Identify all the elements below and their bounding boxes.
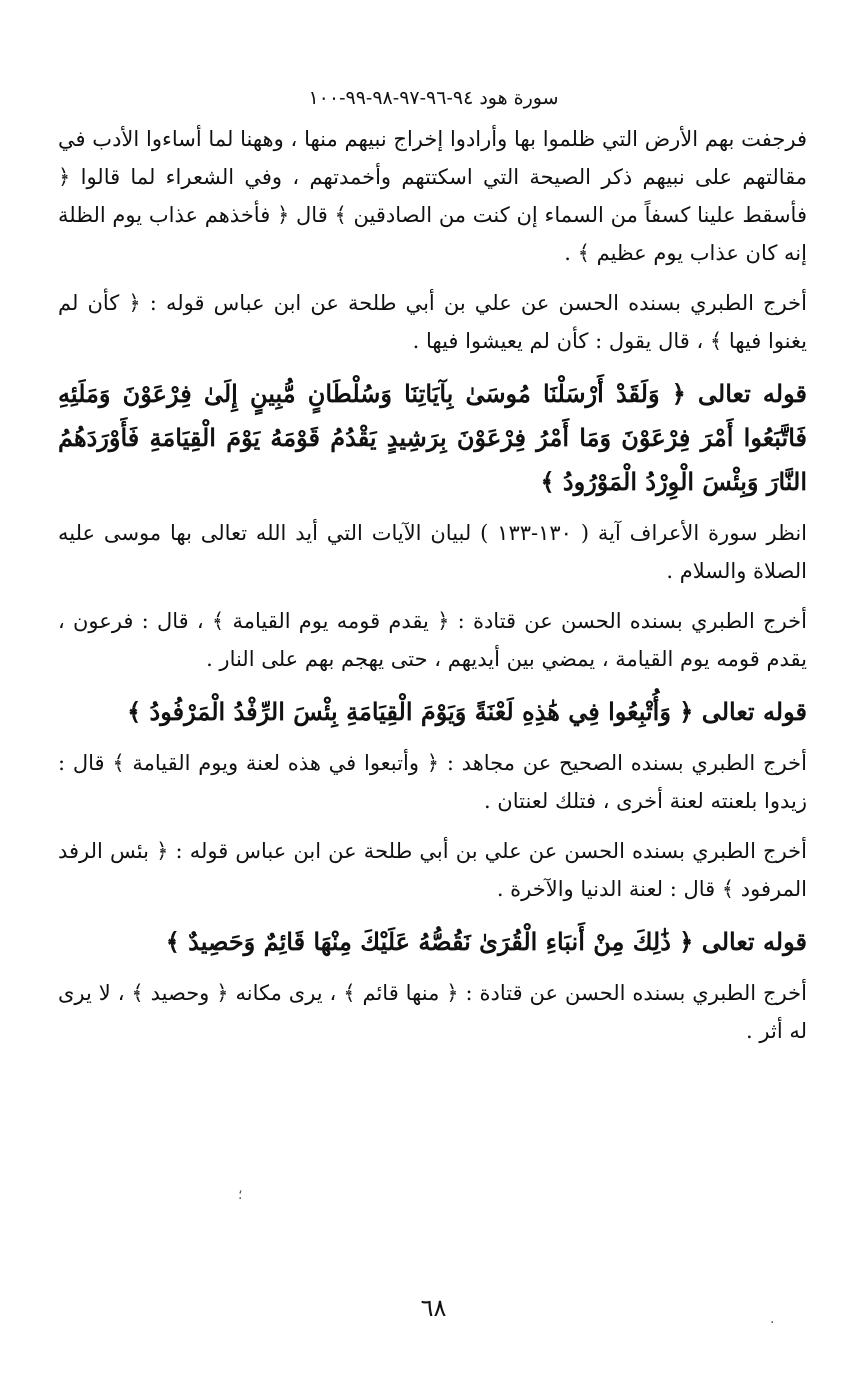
scan-speck: ؛ [238, 1187, 243, 1203]
running-header: سورة هود ٩٤-٩٦-٩٧-٩٨-٩٩-١٠٠ [308, 87, 559, 109]
paragraph-reference: انظر سورة الأعراف آية ( ١٣٠-١٣٣ ) لبيان الآيات التي أيد الله تعالى بها موسى عليه الصلاة والسلام . [58, 521, 807, 583]
page-number: ٦٨ [420, 1294, 447, 1322]
paragraph-commentary: فرجفت بهم الأرض التي ظلموا بها وأرادوا إخراج نبيهم منها ، وههنا لما أساءوا الأدب في مقالتهم على نبيهم ذكر الصيحة التي اسكتتهم وأخمدتهم ، وفي الشعراء لما قالوا ﴿ فأسقط علينا كسفاً من السماء إن كنت من الصادقين ﴾ قال ﴿ فأخذهم عذاب يوم الظلة إنه كان عذاب يوم عظيم ﴾ . [58, 127, 807, 265]
paragraph-hadith: أخرج الطبري بسنده الحسن عن قتادة : ﴿ منها قائم ﴾ ، يرى مكانه ﴿ وحصيد ﴾ ، لا يرى له أثر . [58, 981, 807, 1043]
quran-verse-heading: قوله تعالى ﴿ وَأُتْبِعُوا فِي هَٰذِهِ لَعْنَةً وَيَوْمَ الْقِيَامَةِ بِئْسَ الرِّفْدُ الْمَرْفُودُ ﴾ [127, 697, 807, 726]
quran-verse-heading: قوله تعالى ﴿ وَلَقَدْ أَرْسَلْنَا مُوسَىٰ بِآيَاتِنَا وَسُلْطَانٍ مُّبِينٍ إِلَىٰ فِرْعَوْنَ وَمَلَئِهِ فَاتَّبَعُوا أَمْرَ فِرْعَوْنَ وَمَا أَمْرُ فِرْعَوْنَ بِرَشِيدٍ يَقْدُمُ قَوْمَهُ يَوْمَ الْقِيَامَةِ فَأَوْرَدَهُمُ النَّارَ وَبِئْسَ الْوِرْدُ الْمَوْرُودُ ﴾ [58, 379, 807, 496]
paragraph-hadith: أخرج الطبري بسنده الحسن عن قتادة : ﴿ يقدم قومه يوم القيامة ﴾ ، قال : فرعون ، يقدم قومه يوم القيامة ، يمضي بين أيديهم ، حتى يهجم بهم على النار . [58, 609, 807, 671]
quran-verse-heading: قوله تعالى ﴿ ذَٰلِكَ مِنْ أَنبَاءِ الْقُرَىٰ نَقُصُّهُ عَلَيْكَ مِنْهَا قَائِمٌ وَحَصِيدٌ ﴾ [165, 927, 807, 956]
page-body [58, 120, 807, 1062]
paragraph-hadith: أخرج الطبري بسنده الحسن عن علي بن أبي طلحة عن ابن عباس قوله : ﴿ بئس الرفد المرفود ﴾ قال : لعنة الدنيا والآخرة . [58, 839, 807, 901]
paragraph-hadith: أخرج الطبري بسنده الصحيح عن مجاهد : ﴿ وأتبعوا في هذه لعنة ويوم القيامة ﴾ قال : زيدوا بلعنته لعنة أخرى ، فتلك لعنتان . [58, 751, 807, 813]
paragraph-hadith: أخرج الطبري بسنده الحسن عن علي بن أبي طلحة عن ابن عباس قوله : ﴿ كأن لم يغنوا فيها ﴾ ، قال يقول : كأن لم يعيشوا فيها . [58, 291, 807, 353]
scan-speck: · [770, 1315, 775, 1331]
